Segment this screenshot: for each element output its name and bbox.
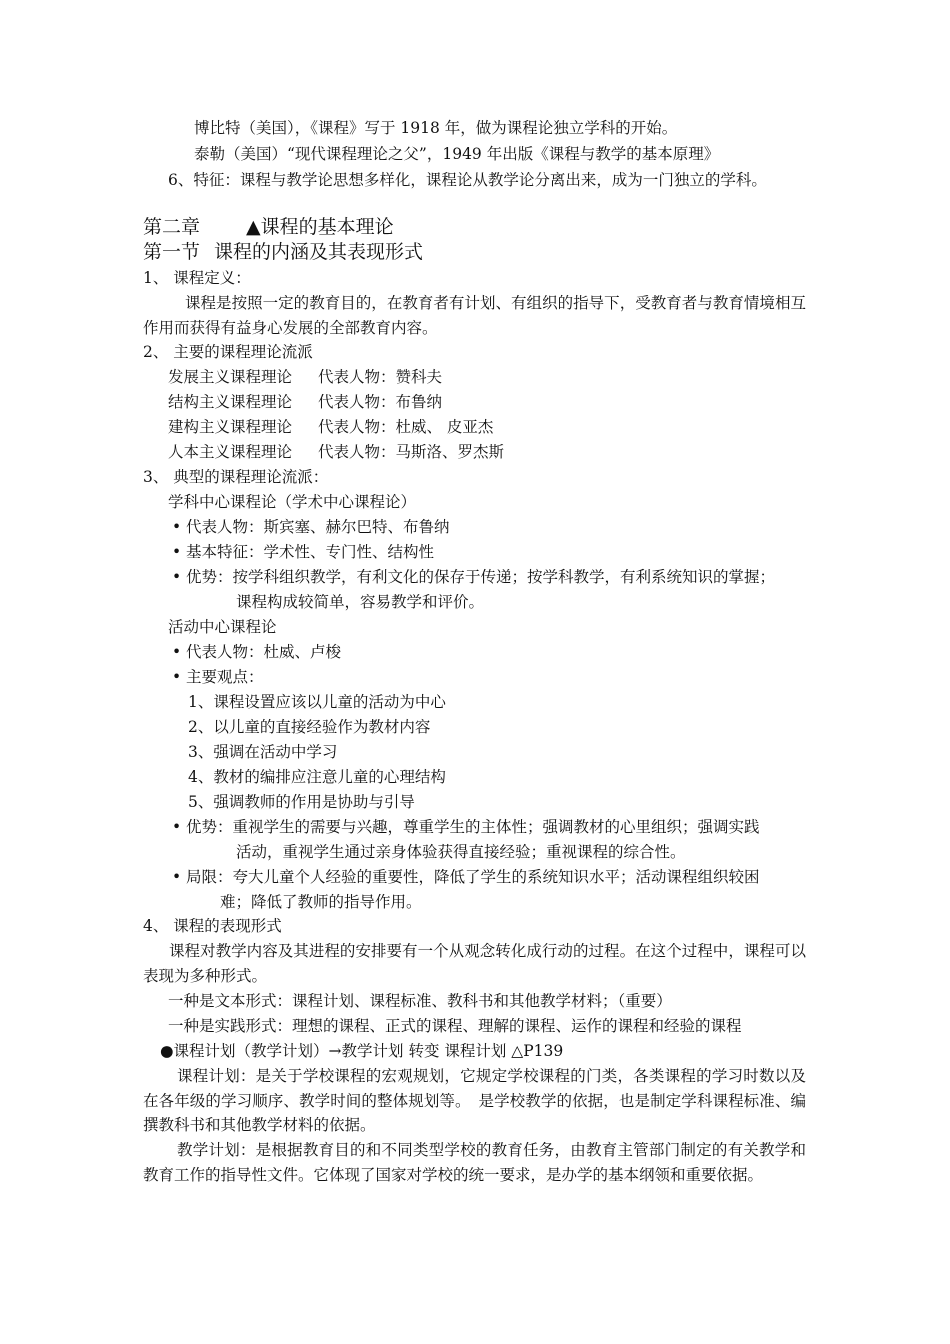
school-row — [168, 442, 504, 462]
bullet-continuation: 活动，重视学生通过亲身体验获得直接经验；重视课程的综合性。 — [236, 843, 686, 861]
bullet-item — [172, 817, 760, 837]
bullet-glyph: • — [172, 568, 182, 586]
item4-intro: 课程对教学内容及其进程的安排要有一个从观念转化成行动的过程。在这个过程中，课程可以表现为多种形式。 — [143, 942, 806, 985]
chapter-number: 第二章 — [143, 216, 201, 238]
bullet-text: 主要观点： — [186, 668, 264, 686]
curriculum-plan-definition: 课程计划：是关于学校课程的宏观规划，它规定学校课程的门类，各类课程的学习时数以及在各年级的学习顺序、教学时间的整体规划等。 是学校教学的依据，也是制定学科课程标准、编撰教科书和其他教学材料的依据。 — [143, 1067, 806, 1134]
teaching-plan-definition: 教学计划：是根据教育目的和不同类型学校的教育任务，由教育主管部门制定的有关教学和教育工作的指导性文件。它体现了国家对学校的统一要求，是办学的基本纲领和重要依据。 — [143, 1141, 806, 1184]
section-number: 第一节 — [143, 241, 201, 263]
item4-heading: 4、 课程的表现形式 — [143, 917, 282, 935]
bullet-text: 代表人物：斯宾塞、赫尔巴特、布鲁纳 — [186, 518, 450, 536]
curriculum-plan-line: ●课程计划（教学计划）→教学计划 转变 课程计划 △P139 — [160, 1042, 564, 1060]
view-item: 3、强调在活动中学习 — [188, 743, 338, 761]
school-name: 结构主义课程理论 — [168, 393, 293, 411]
bullet-text: 优势：按学科组织教学，有利文化的保存于传递；按学科教学，有利系统知识的掌握； — [186, 568, 776, 586]
chapter-title: ▲课程的基本理论 — [246, 216, 394, 238]
item3-heading: 3、 典型的课程理论流派： — [143, 468, 329, 486]
item1-heading: 1、 课程定义： — [143, 269, 251, 287]
intro-line-features: 6、特征：课程与教学论思想多样化，课程论从教学论分离出来，成为一门独立的学科。 — [168, 171, 767, 189]
view-item: 5、强调教师的作用是协助与引导 — [188, 793, 415, 811]
bullet-item — [172, 517, 450, 537]
intro-line-bobbitt: 博比特（美国），《课程》写于 1918 年，做为课程论独立学科的开始。 — [194, 119, 678, 137]
bullet-text: 局限：夸大儿童个人经验的重要性，降低了学生的系统知识水平；活动课程组织较困 — [186, 868, 760, 886]
bullet-glyph: • — [172, 868, 182, 886]
view-item: 4、教材的编排应注意儿童的心理结构 — [188, 768, 446, 786]
bullet-glyph: • — [172, 543, 182, 561]
item2-heading: 2、 主要的课程理论流派 — [143, 343, 313, 361]
view-item: 1、课程设置应该以儿童的活动为中心 — [188, 693, 446, 711]
school-rep: 代表人物：马斯洛、罗杰斯 — [318, 443, 505, 461]
bullet-text: 优势：重视学生的需要与兴趣，尊重学生的主体性；强调教材的心里组织；强调实践 — [186, 818, 760, 836]
bullet-glyph: • — [172, 643, 182, 661]
bullet-glyph: • — [172, 668, 182, 686]
school-row — [168, 417, 493, 437]
bullet-item — [172, 667, 264, 687]
school-name: 发展主义课程理论 — [168, 368, 293, 386]
item1-body: 课程是按照一定的教育目的，在教育者有计划、有组织的指导下，受教育者与教育情境相互作用而获得有益身心发展的全部教育内容。 — [143, 294, 806, 337]
bullet-text: 代表人物：杜威、卢梭 — [186, 643, 342, 661]
bullet-continuation: 难；降低了教师的指导作用。 — [220, 893, 422, 911]
school-name: 建构主义课程理论 — [168, 418, 293, 436]
school-name: 人本主义课程理论 — [168, 443, 293, 461]
form-practice: 一种是实践形式：理想的课程、正式的课程、理解的课程、运作的课程和经验的课程 — [168, 1017, 742, 1035]
bullet-item — [172, 542, 434, 562]
bullet-continuation: 课程构成较简单，容易教学和评价。 — [236, 593, 485, 611]
school-rep: 代表人物：赞科夫 — [318, 368, 443, 386]
school-row — [168, 392, 442, 412]
school-row — [168, 367, 442, 387]
view-item: 2、以儿童的直接经验作为教材内容 — [188, 718, 431, 736]
form-text: 一种是文本形式：课程计划、课程标准、教科书和其他教学材料；（重要） — [168, 992, 672, 1010]
subject-centered-title: 学科中心课程论（学术中心课程论） — [168, 493, 417, 511]
activity-centered-title: 活动中心课程论 — [168, 618, 277, 636]
school-rep: 代表人物：布鲁纳 — [318, 393, 443, 411]
chapter-heading — [143, 215, 394, 239]
section-title: 课程的内涵及其表现形式 — [214, 241, 424, 263]
bullet-glyph: • — [172, 818, 182, 836]
intro-line-tyler: 泰勒（美国）“现代课程理论之父”，1949 年出版《课程与教学的基本原理》 — [194, 145, 720, 163]
bullet-item — [172, 567, 775, 587]
bullet-item — [172, 867, 760, 887]
school-rep: 代表人物：杜威、 皮亚杰 — [318, 418, 494, 436]
bullet-glyph: • — [172, 518, 182, 536]
bullet-text: 基本特征：学术性、专门性、结构性 — [186, 543, 435, 561]
bullet-item — [172, 642, 341, 662]
section-heading — [143, 240, 423, 264]
